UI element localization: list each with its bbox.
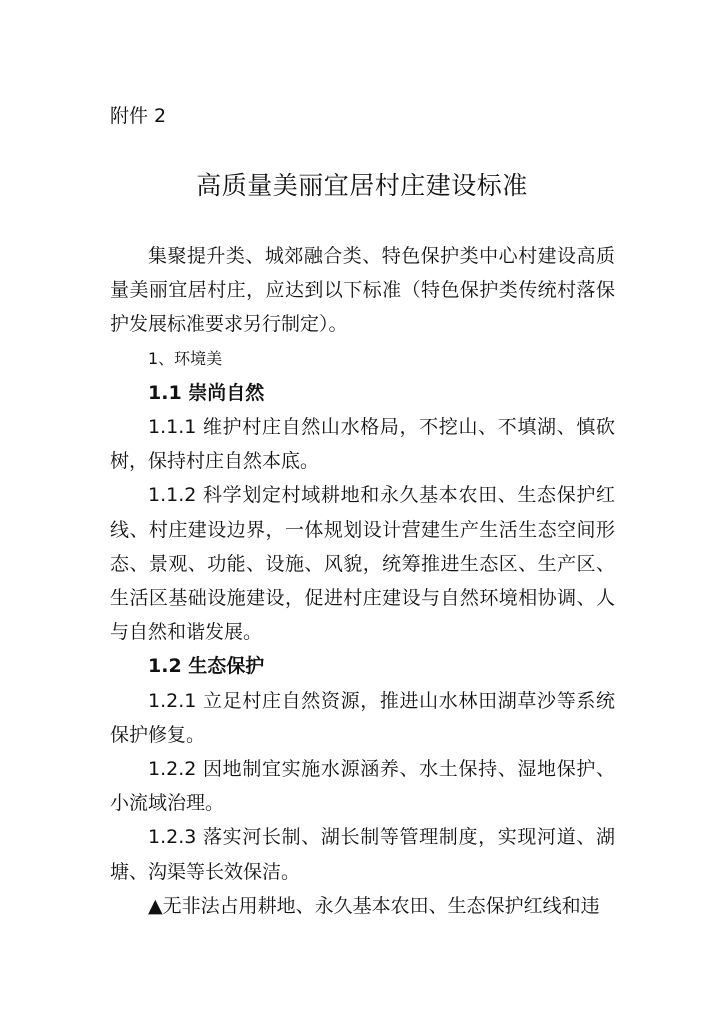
clause-1-2-3: 1.2.3 落实河长制、湖长制等管理制度，实现河道、湖塘、沟渠等长效保洁。 xyxy=(110,826,615,883)
document-body xyxy=(110,239,615,923)
subsection-heading-ecology: 1.2 生态保护 xyxy=(148,655,265,678)
intro-paragraph: 集聚提升类、城郊融合类、特色保护类中心村建设高质量美丽宜居村庄，应达到以下标准（特色保护类传统村落保护发展标准要求另行制定）。 xyxy=(110,245,615,336)
clause-1-1-1: 1.1.1 维护村庄自然山水格局，不挖山、不填湖、慎砍树，保持村庄自然本底。 xyxy=(110,416,615,473)
clause-1-2-2: 1.2.2 因地制宜实施水源涵养、水土保持、湿地保护、小流域治理。 xyxy=(110,758,615,815)
clause-1-2-1: 1.2.1 立足村庄自然资源，推进山水林田湖草沙等系统保护修复。 xyxy=(110,689,615,746)
attachment-label: 附件 2 xyxy=(110,105,167,127)
triangle-requirement: ▲无非法占用耕地、永久基本农田、生态保护红线和违 xyxy=(148,894,600,917)
document-title: 高质量美丽宜居村庄建设标准 xyxy=(196,171,528,200)
section-heading-environment: 1、环境美 xyxy=(148,348,223,368)
subsection-heading-nature: 1.1 崇尚自然 xyxy=(148,381,265,404)
clause-1-1-2: 1.1.2 科学划定村域耕地和永久基本农田、生态保护红线、村庄建设边界，一体规划设计营建生产生活生态空间形态、景观、功能、设施、风貌，统筹推进生态区、生产区、生活区基础设施建设，促进村庄建设与自然环境相协调、人与自然和谐发展。 xyxy=(110,484,615,644)
